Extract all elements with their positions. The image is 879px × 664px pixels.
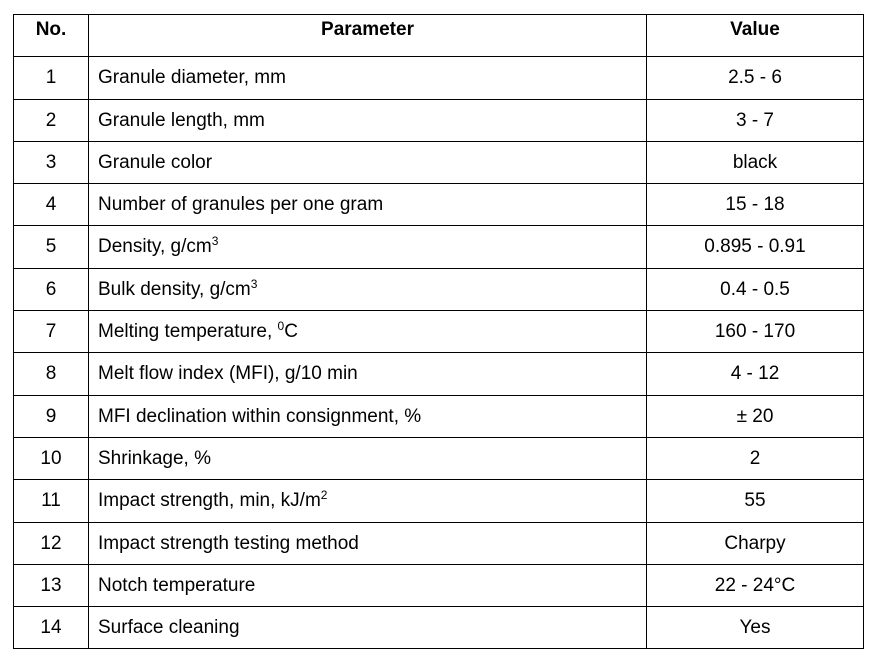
header-parameter: Parameter [89, 15, 647, 57]
parameter-cell [89, 141, 647, 183]
table-row [14, 522, 864, 564]
table-row [14, 268, 864, 310]
parameter-superscript: 3 [211, 234, 219, 249]
table-row [14, 99, 864, 141]
parameter-label: Melt flow index (MFI), g/10 min [98, 363, 358, 385]
row-number: 14 [14, 607, 89, 649]
table-row [14, 184, 864, 226]
value-cell: 160 - 170 [647, 311, 864, 353]
parameter-label: Impact strength testing method [98, 532, 359, 554]
value-cell: 3 - 7 [647, 99, 864, 141]
header-no: No. [14, 15, 89, 57]
row-number: 10 [14, 437, 89, 479]
parameter-label-suffix: C [284, 321, 298, 343]
parameter-label: Bulk density, g/cm [98, 278, 251, 300]
parameter-cell [89, 522, 647, 564]
parameter-label: Melting temperature, [98, 321, 278, 343]
value-cell: Yes [647, 607, 864, 649]
row-number: 12 [14, 522, 89, 564]
table-row [14, 437, 864, 479]
parameter-label: Granule color [98, 151, 213, 173]
parameter-cell [89, 395, 647, 437]
parameter-superscript: 0 [277, 319, 285, 334]
table-body [14, 57, 864, 649]
parameter-label: Density, g/cm [98, 236, 212, 258]
value-cell: 22 - 24°C [647, 564, 864, 606]
row-number: 6 [14, 268, 89, 310]
parameter-cell [89, 607, 647, 649]
row-number: 2 [14, 99, 89, 141]
parameter-label: Surface cleaning [98, 617, 240, 639]
value-cell: Charpy [647, 522, 864, 564]
value-cell: 4 - 12 [647, 353, 864, 395]
parameter-label: Impact strength, min, kJ/m [98, 490, 321, 512]
table-row [14, 564, 864, 606]
parameter-cell [89, 99, 647, 141]
parameter-cell [89, 311, 647, 353]
parameters-table [13, 14, 864, 649]
table-row [14, 311, 864, 353]
parameter-cell [89, 226, 647, 268]
parameter-superscript: 2 [320, 488, 328, 503]
parameter-cell [89, 437, 647, 479]
value-cell: 55 [647, 480, 864, 522]
row-number: 3 [14, 141, 89, 183]
row-number: 13 [14, 564, 89, 606]
parameter-superscript: 3 [250, 276, 258, 291]
row-number: 1 [14, 57, 89, 99]
parameter-cell [89, 268, 647, 310]
parameter-cell [89, 564, 647, 606]
table-header-row [14, 15, 864, 57]
parameter-label: Shrinkage, % [98, 447, 212, 469]
parameter-cell [89, 57, 647, 99]
parameter-label: Number of granules per one gram [98, 194, 384, 216]
value-cell: black [647, 141, 864, 183]
parameter-cell [89, 480, 647, 522]
parameter-cell [89, 184, 647, 226]
value-cell: 0.895 - 0.91 [647, 226, 864, 268]
table-row [14, 57, 864, 99]
row-number: 4 [14, 184, 89, 226]
row-number: 8 [14, 353, 89, 395]
header-value: Value [647, 15, 864, 57]
table-row [14, 480, 864, 522]
value-cell: 2.5 - 6 [647, 57, 864, 99]
parameter-label: Granule diameter, mm [98, 67, 286, 89]
row-number: 9 [14, 395, 89, 437]
value-cell: 0.4 - 0.5 [647, 268, 864, 310]
table-row [14, 395, 864, 437]
value-cell: ± 20 [647, 395, 864, 437]
row-number: 5 [14, 226, 89, 268]
parameter-label: MFI declination within consignment, % [98, 405, 422, 427]
table-row [14, 141, 864, 183]
parameter-label: Notch temperature [98, 574, 256, 596]
row-number: 11 [14, 480, 89, 522]
parameter-label: Granule length, mm [98, 109, 265, 131]
table-row [14, 353, 864, 395]
row-number: 7 [14, 311, 89, 353]
parameter-cell [89, 353, 647, 395]
table-row [14, 226, 864, 268]
value-cell: 15 - 18 [647, 184, 864, 226]
table-row [14, 607, 864, 649]
value-cell: 2 [647, 437, 864, 479]
